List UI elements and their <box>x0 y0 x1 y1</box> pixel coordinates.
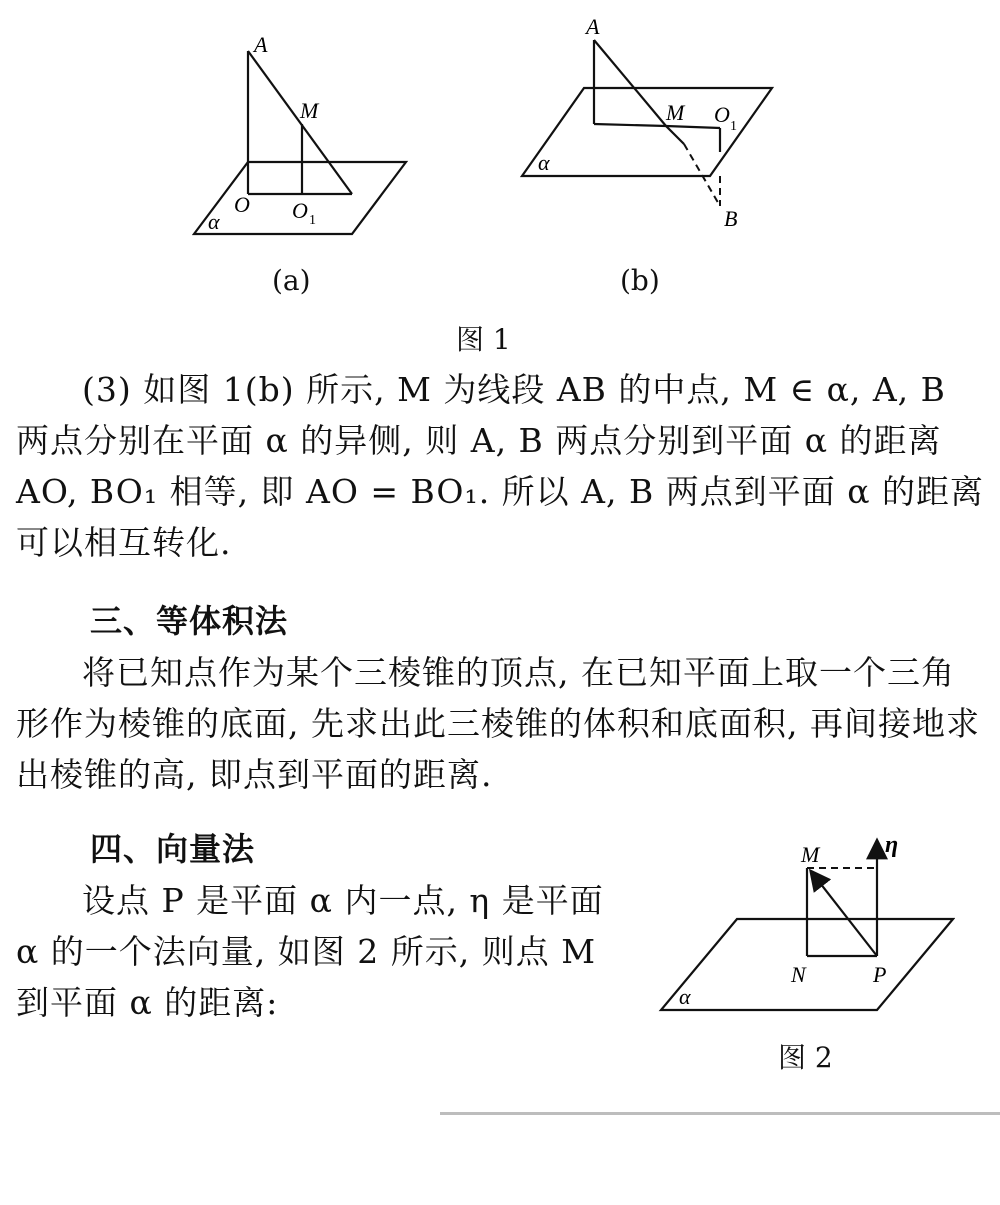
label-O1: O <box>714 102 730 127</box>
label-M: M <box>300 98 319 123</box>
figure-1b-caption: (b) <box>620 264 660 297</box>
label-eta: η <box>885 832 899 858</box>
vector-PM <box>813 874 877 956</box>
segment-M-O1 <box>666 126 720 128</box>
section-3-body: 将已知点作为某个三棱锥的顶点, 在已知平面上取一个三角形作为棱锥的底面, 先求出此三棱锥的体积和底面积, 再间接地求出棱锥的高, 即点到平面的距离. <box>16 653 980 794</box>
section-3-heading: 三、等体积法 <box>90 602 289 640</box>
label-alpha: α <box>679 984 691 1009</box>
figure-1a <box>192 28 412 243</box>
figure-1-caption: 图 1 <box>456 323 511 356</box>
label-M: M <box>666 100 685 125</box>
figure-2-caption: 图 2 <box>778 1041 833 1074</box>
label-O1: O <box>292 198 308 223</box>
label-A: A <box>586 14 600 39</box>
label-B: B <box>724 206 738 231</box>
label-N: N <box>791 962 806 987</box>
figure-2 <box>655 826 955 1016</box>
segment-O-M <box>594 124 666 126</box>
label-M: M <box>801 842 820 867</box>
label-O1-subscript: 1 <box>730 119 737 134</box>
label-O: O <box>234 192 250 217</box>
section-4-body: 设点 P 是平面 α 内一点, η 是平面 α 的一个法向量, 如图 2 所示, 则点 M 到平面 α 的距离: <box>16 881 604 1022</box>
segment-A-M <box>594 40 666 126</box>
label-O1-subscript: 1 <box>309 213 316 228</box>
section-4-heading: 四、向量法 <box>90 830 256 868</box>
label-alpha: α <box>538 150 550 175</box>
label-P: P <box>873 962 887 987</box>
label-A: A <box>254 32 268 57</box>
paragraph-3: (3) 如图 1(b) 所示, M 为线段 AB 的中点, M ∈ α, A, B 两点分别在平面 α 的异侧, 则 A, B 两点分别到平面 α 的距离 AO, BO₁ 相等, 即 AO = BO₁. 所以 A, B 两点到平面 α 的距离可以相互转化. <box>16 370 984 562</box>
segment-M-plane-edge <box>666 126 684 144</box>
figure-1b <box>518 10 780 240</box>
figure-1a-caption: (a) <box>272 264 311 297</box>
footer-divider <box>440 1112 1000 1115</box>
label-alpha: α <box>208 209 220 234</box>
